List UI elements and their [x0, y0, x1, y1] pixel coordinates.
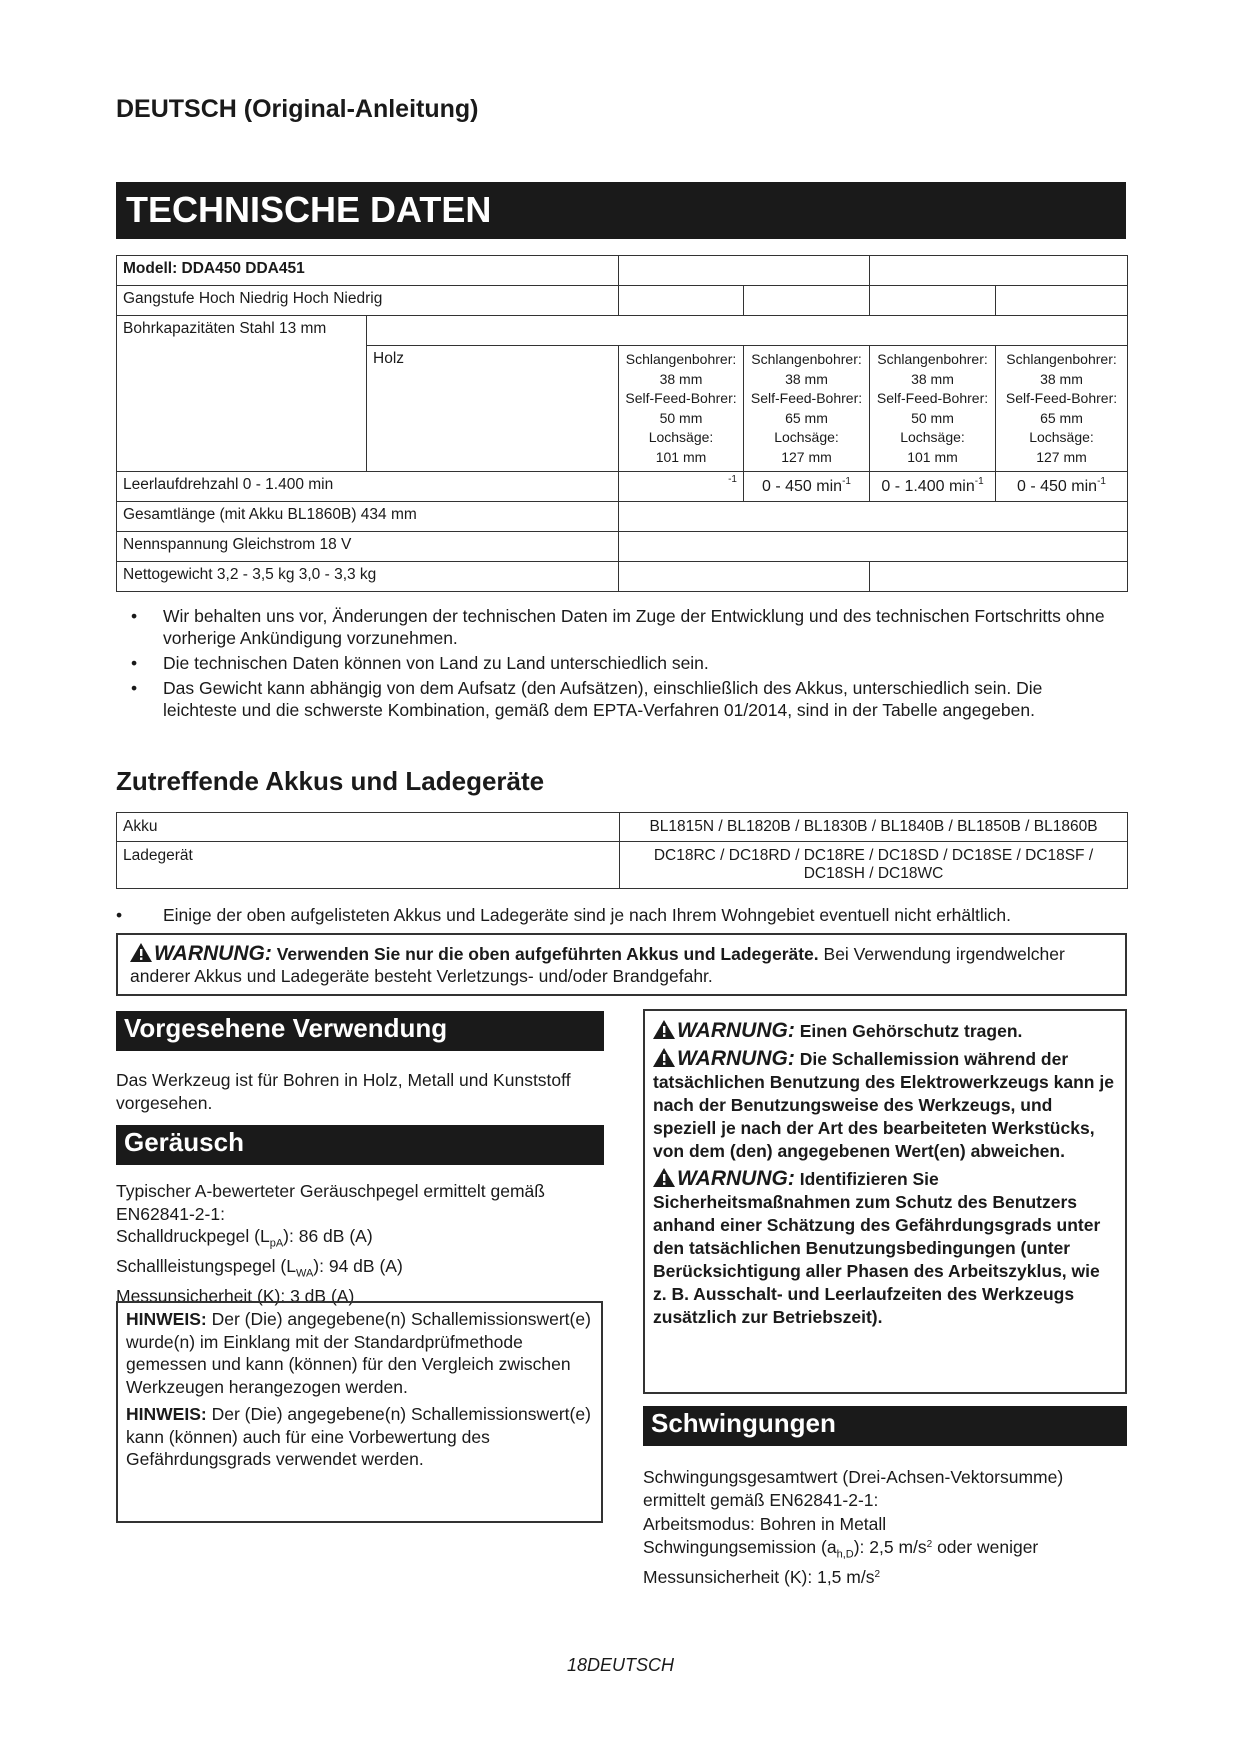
speed-unit-cell: -1 — [619, 472, 744, 502]
intended-use-heading: Vorgesehene Verwendung — [116, 1011, 604, 1051]
wood-value-cell: Schlangenbohrer: 38 mm Self-Feed-Bohrer: 65 mm Lochsäge: 127 mm — [744, 346, 870, 472]
language-title: DEUTSCH (Original-Anleitung) — [116, 95, 479, 123]
tech-data-heading: TECHNISCHE DATEN — [116, 182, 1126, 239]
batteries-heading: Zutreffende Akkus und Ladegeräte — [116, 766, 545, 796]
akku-label-cell: Akku — [117, 813, 620, 842]
table-row — [117, 316, 1128, 346]
speed-value-cell: 0 - 1.400 $\min^{-1}$ — [870, 472, 996, 502]
table-row — [117, 562, 1128, 592]
warning-item: WARNUNG: Die Schallemission während der tatsächlichen Benutzung des Elektrowerkzeugs kann je nach der Benutzungsweise des Werkzeugs, und speziell je nach der Art des bearbeiteten Werkstücks, von dem (den) angegebenen Wert(en) abweichen. — [653, 1047, 1114, 1161]
warning-item: WARNUNG: Identifizieren Sie Sicherheitsmaßnahmen zum Schutz des Benutzers anhand einer Schätzung des Gefährdungsgrads unter den tatsächlichen Benutzungsbedingungen (unter Berücksichtigung aller Phasen des Arbeitszyklus, wie z. B. Ausschalt- und Leerlaufzeiten des Werkzeugs zusätzlich zur Betriebszeit). — [653, 1167, 1101, 1327]
wood-value-cell: Schlangenbohrer: 38 mm Self-Feed-Bohrer: 65 mm Lochsäge: 127 mm — [996, 346, 1128, 472]
table-row — [117, 502, 1128, 532]
empty-cell — [619, 256, 870, 286]
speed-value-cell: 0 - 450 $\min^{-1}$ — [996, 472, 1128, 502]
weight-cell: Nettogewicht 3,2 - 3,5 kg 3,0 - 3,3 kg — [117, 562, 619, 592]
table-row — [117, 532, 1128, 562]
model-cell: Modell: DDA450 DDA451 — [117, 256, 619, 286]
empty-cell — [619, 562, 870, 592]
warning-triangle-icon — [653, 1020, 675, 1039]
vibration-values: Schwingungsgesamtwert (Drei-Achsen-Vektorsumme) ermittelt gemäß EN62841-2-1: Arbeitsmodus: Bohren in Metall Schwingungsemission $(a_{h,D})$: 2,5 $m/s^2$ oder weniger Messunsicherheit (K): 1,5 $m/s^2$ — [643, 1467, 1064, 1587]
intended-use-text: Das Werkzeug ist für Bohren in Holz, Metall und Kunststoff vorgesehen. — [116, 1070, 571, 1113]
charger-label-cell: Ladegerät — [117, 842, 620, 889]
warning-triangle-icon — [653, 1048, 675, 1067]
empty-cell — [996, 286, 1128, 316]
warning-item: WARNUNG: Einen Gehörschutz tragen. — [653, 1019, 1117, 1043]
table-row — [117, 286, 1128, 316]
list-item: • Die technischen Daten können von Land zu Land unterschiedlich sein. — [131, 653, 709, 673]
table-row — [117, 842, 1128, 889]
empty-cell — [870, 286, 996, 316]
empty-cell — [619, 502, 1128, 532]
table-row — [117, 472, 1128, 502]
list-item: • Das Gewicht kann abhängig von dem Aufsatz (den Aufsätzen), einschließlich des Akkus, unterschiedlich sein. Die leichteste und die schwerste Kombination, gemäß dem EPTA-Verfahren 01/2014, sind in der Tabelle angegeben. — [131, 678, 1043, 720]
speed-value-cell: 0 - 450 $\min^{-1}$ — [744, 472, 870, 502]
table-row — [117, 256, 1128, 286]
batteries-table — [116, 812, 1128, 889]
empty-cell — [870, 562, 1128, 592]
empty-cell — [744, 286, 870, 316]
empty-cell — [367, 316, 1128, 346]
list-item: • Wir behalten uns vor, Änderungen der technischen Daten im Zuge der Entwicklung und des technischen Fortschritts ohne vorherige Ankündigung vorzunehmen. — [131, 606, 1105, 648]
empty-cell — [619, 286, 744, 316]
akku-value-cell: BL1815N / BL1820B / BL1830B / BL1840B / BL1850B / BL1860B — [620, 813, 1128, 842]
empty-cell — [619, 532, 1128, 562]
warning-triangle-icon — [653, 1168, 675, 1187]
battery-warning: WARNUNG: Verwenden Sie nur die oben aufgeführten Akkus und Ladegeräte. Bei Verwendung irgendwelcher anderer Akkus und Ladegeräte besteht Verletzungs- und/oder Brandgefahr. — [116, 933, 1127, 996]
availability-note: • Einige der oben aufgelisteten Akkus und Ladegeräte sind je nach Ihrem Wohngebiet eventuell nicht erhältlich. — [116, 905, 1012, 925]
charger-value-cell: DC18RC / DC18RD / DC18RE / DC18SD / DC18SE / DC18SF / DC18SH / DC18WC — [620, 842, 1128, 889]
vibration-heading: Schwingungen — [643, 1406, 1127, 1446]
wood-label-cell: Holz — [367, 346, 619, 472]
spec-notes-list — [116, 605, 1116, 724]
speed-label-cell: Leerlaufdrehzahl 0 - 1.400 min — [117, 472, 619, 502]
gear-cell: Gangstufe Hoch Niedrig Hoch Niedrig — [117, 286, 619, 316]
empty-cell — [870, 256, 1128, 286]
noise-heading: Geräusch — [116, 1125, 604, 1165]
wood-value-cell: Schlangenbohrer: 38 mm Self-Feed-Bohrer: 50 mm Lochsäge: 101 mm — [619, 346, 744, 472]
wood-value-cell: Schlangenbohrer: 38 mm Self-Feed-Bohrer: 50 mm Lochsäge: 101 mm — [870, 346, 996, 472]
warning-triangle-icon — [130, 943, 152, 962]
page-footer: 18DEUTSCH — [566, 1655, 675, 1675]
noise-notes-box: HINWEIS: Der (Die) angegebene(n) Schallemissionswert(e) wurde(n) im Einklang mit der Standardprüfmethode gemessen und kann (können) für den Vergleich zwischen Werkzeugen herangezogen werden. HINWEIS: Der (Die) angegebene(n) Schallemissionswert(e) kann (können) auch für eine Vorbewertung des Gefährdungsgrads verwendet werden. — [116, 1301, 603, 1523]
noise-warnings-box — [643, 1009, 1127, 1394]
spec-table — [116, 255, 1128, 592]
capacity-cell: Bohrkapazitäten Stahl 13 mm — [117, 316, 367, 472]
voltage-cell: Nennspannung Gleichstrom 18 V — [117, 532, 619, 562]
table-row — [117, 813, 1128, 842]
noise-values: Typischer A-bewerteter Geräuschpegel ermittelt gemäß EN62841-2-1: Schalldruckpegel $(L_{pA})$: 86 dB (A) Schallleistungspegel $(L_{WA})$: 94 dB (A) Messunsicherheit (K): 3 dB (A) — [116, 1181, 545, 1306]
length-cell: Gesamtlänge (mit Akku BL1860B) 434 mm — [117, 502, 619, 532]
